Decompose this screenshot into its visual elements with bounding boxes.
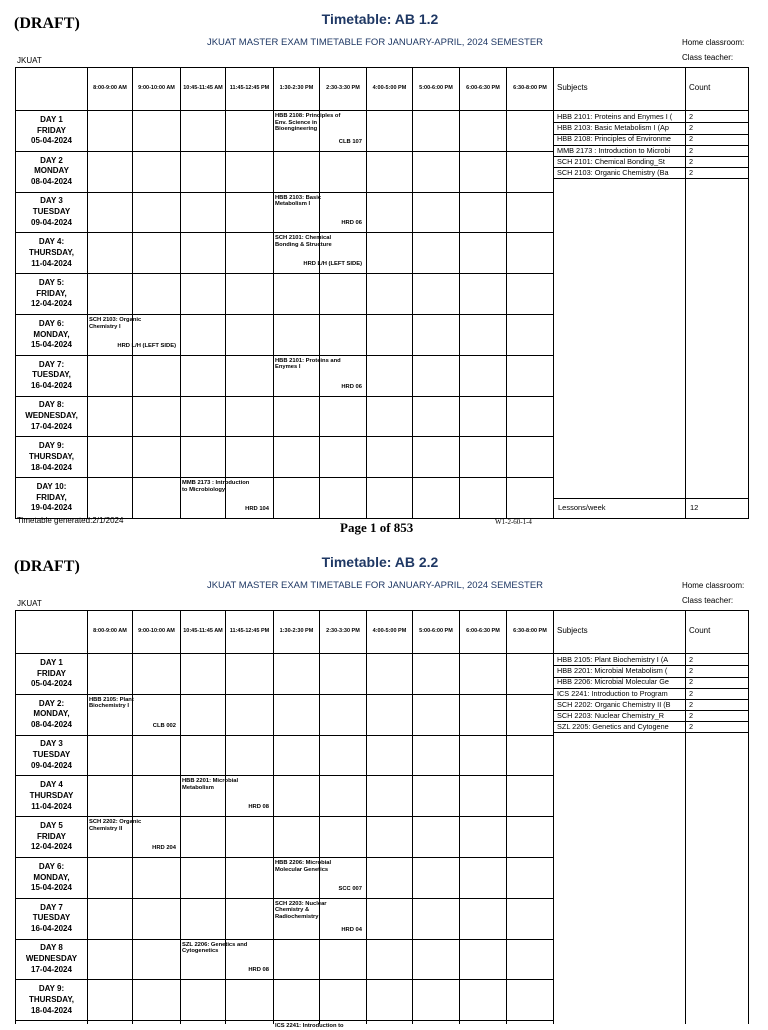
home-classroom-label: Home classroom: bbox=[682, 38, 745, 47]
day-label: DAY 4: THURSDAY, 11-04-2024 bbox=[28, 237, 75, 268]
draft-label: (DRAFT) bbox=[14, 558, 80, 575]
exam-room: SCC 007 bbox=[338, 885, 362, 892]
time-slot-header: 9:00-10:00 AM bbox=[138, 85, 175, 92]
grid-vline bbox=[553, 610, 554, 1024]
day-label: DAY 5 FRIDAY 12-04-2024 bbox=[31, 820, 72, 852]
time-slot-header: 4:00-5:00 PM bbox=[372, 85, 407, 92]
day-label: DAY 6: MONDAY, 15-04-2024 bbox=[31, 318, 72, 350]
class-teacher-label: Class teacher: bbox=[682, 53, 734, 62]
exam-room: HRD 104 bbox=[245, 506, 269, 512]
time-slot-header: 10:45-11:45 AM bbox=[183, 85, 223, 92]
day-label: DAY 2: MONDAY, 08-04-2024 bbox=[31, 698, 72, 730]
subject-name: HBB 2105: Plant Biochemistry I (A bbox=[557, 655, 669, 664]
subject-name: SCH 2101: Chemical Bonding_St bbox=[557, 156, 665, 166]
count-header: Count bbox=[689, 83, 711, 93]
exam-room: HRD 08 bbox=[248, 967, 269, 974]
time-slot-header: 1:30-2:30 PM bbox=[279, 85, 314, 92]
time-slot-header: 2:30-3:30 PM bbox=[326, 85, 360, 92]
subject-name: SZL 2205: Genetics and Cytogene bbox=[557, 722, 669, 732]
lessons-per-week-label: Lessons/week bbox=[558, 503, 606, 512]
subject-count: 2 bbox=[689, 145, 694, 155]
grid-vline bbox=[132, 610, 133, 1024]
grid-vline bbox=[225, 67, 226, 518]
grid-hline bbox=[15, 518, 749, 519]
day-label: DAY 6: MONDAY, 15-04-2024 bbox=[31, 861, 72, 893]
grid-vline bbox=[87, 610, 88, 1024]
grid-vline bbox=[366, 67, 367, 518]
exam-title: SCH 2202: Organic Chemistry II bbox=[89, 819, 142, 832]
exam-room: HRD L/H (LEFT SIDE) bbox=[303, 261, 362, 268]
exam-room: HRD L/H (LEFT SIDE) bbox=[117, 342, 176, 349]
grid-vline bbox=[459, 610, 460, 1024]
time-slot-header: 8:00-9:00 AM bbox=[93, 628, 127, 635]
grid-vline bbox=[132, 67, 133, 518]
time-slot-header: 6:00-6:30 PM bbox=[466, 85, 500, 92]
time-slot-header: 1:30-2:30 PM bbox=[279, 628, 314, 635]
grid-hline bbox=[15, 816, 554, 817]
grid-vline bbox=[412, 610, 413, 1024]
org-label: JKUAT bbox=[17, 599, 42, 608]
subject-name: HBB 2101: Proteins and Enymes I ( bbox=[557, 112, 673, 121]
grid-hline bbox=[15, 273, 554, 274]
grid-vline bbox=[685, 610, 686, 1024]
grid-vline bbox=[748, 610, 749, 1024]
day-label: DAY 9: THURSDAY, 18-04-2024 bbox=[28, 984, 75, 1015]
exam-title: SZL 2206: Genetics and Cytogenetics bbox=[182, 941, 248, 955]
subject-count: 2 bbox=[689, 722, 694, 732]
subject-divider bbox=[553, 178, 749, 179]
subject-count: 2 bbox=[689, 168, 694, 177]
draft-label: (DRAFT) bbox=[14, 15, 80, 32]
exam-title: SCH 2203: Nuclear Chemistry & Radiochemistry bbox=[275, 900, 327, 921]
exam-title: HBB 2206: Microbial Molecular Genetics bbox=[275, 860, 332, 873]
day-label: DAY 7 TUESDAY 16-04-2024 bbox=[31, 902, 72, 934]
count-header: Count bbox=[689, 626, 711, 636]
subject-name: SCH 2103: Organic Chemistry (Ba bbox=[557, 168, 669, 177]
grid-hline bbox=[15, 979, 554, 980]
exam-title: HBB 2201: Microbial Metabolism bbox=[182, 778, 239, 792]
subject-count: 2 bbox=[689, 699, 694, 709]
grid-hline bbox=[15, 151, 554, 152]
subject-count: 2 bbox=[689, 655, 694, 664]
grid-vline bbox=[366, 610, 367, 1024]
grid-vline bbox=[319, 610, 320, 1024]
day-label: DAY 1 FRIDAY 05-04-2024 bbox=[31, 114, 72, 146]
time-slot-header: 5:00-6:00 PM bbox=[419, 85, 453, 92]
time-slot-header: 4:00-5:00 PM bbox=[372, 628, 407, 635]
day-label: DAY 8: WEDNESDAY, 17-04-2024 bbox=[25, 400, 78, 431]
grid-hline bbox=[15, 735, 554, 736]
grid-hline bbox=[15, 232, 554, 233]
grid-vline bbox=[87, 67, 88, 518]
exam-room: CLB 002 bbox=[152, 722, 176, 729]
grid-vline bbox=[506, 610, 507, 1024]
org-label: JKUAT bbox=[17, 56, 42, 65]
subject-count: 2 bbox=[689, 156, 694, 166]
subject-count: 2 bbox=[689, 711, 694, 720]
time-slot-header: 6:30-8:00 PM bbox=[513, 85, 547, 92]
time-slot-header: 10:45-11:45 AM bbox=[183, 628, 223, 635]
grid-hline bbox=[15, 436, 554, 437]
subject-divider bbox=[553, 732, 749, 733]
subject-count: 2 bbox=[689, 123, 694, 133]
time-slot-header: 8:00-9:00 AM bbox=[93, 85, 127, 92]
grid-vline bbox=[506, 67, 507, 518]
grid-vline bbox=[273, 67, 274, 518]
exam-room: CLB 107 bbox=[338, 138, 362, 145]
subject-name: ICS 2241: Introduction to Program bbox=[557, 688, 668, 698]
generated-label: Timetable generated:2/1/2024 bbox=[17, 516, 124, 525]
grid-hline bbox=[15, 477, 554, 478]
time-slot-header: 9:00-10:00 AM bbox=[138, 628, 175, 635]
subject-name: HBB 2201: Microbial Metabolism ( bbox=[557, 666, 668, 676]
exam-title: HBB 2103: Basic Metabolism I bbox=[275, 194, 322, 208]
subject-name: SCH 2203: Nuclear Chemistry_R bbox=[557, 711, 665, 720]
grid-hline bbox=[15, 694, 554, 695]
exam-title: SCH 2101: Chemical Bonding & Structure bbox=[275, 235, 332, 249]
exam-title: ICS 2241: Introduction to bbox=[275, 1023, 344, 1030]
grid-hline bbox=[15, 653, 749, 654]
grid-vline bbox=[412, 67, 413, 518]
day-label: DAY 4 THURSDAY 11-04-2024 bbox=[29, 780, 74, 811]
subject-name: HBB 2206: Microbial Molecular Ge bbox=[557, 677, 669, 687]
time-slot-header: 6:30-8:00 PM bbox=[513, 628, 547, 635]
home-classroom-label: Home classroom: bbox=[682, 581, 745, 590]
grid-hline bbox=[15, 355, 554, 356]
grid-hline bbox=[15, 314, 554, 315]
subjects-header: Subjects bbox=[557, 83, 588, 93]
exam-room: HRD 08 bbox=[248, 804, 269, 811]
exam-title: HBB 2105: Plant Biochemistry I bbox=[89, 696, 134, 710]
master-heading: JKUAT MASTER EXAM TIMETABLE FOR JANUARY-APRIL, 2024 SEMESTER bbox=[206, 580, 544, 591]
grid-vline bbox=[225, 610, 226, 1024]
time-slot-header: 5:00-6:00 PM bbox=[419, 628, 453, 635]
day-label: DAY 3 TUESDAY 09-04-2024 bbox=[31, 739, 72, 770]
subject-count: 2 bbox=[689, 666, 694, 676]
time-slot-header: 11:45-12:45 PM bbox=[229, 85, 270, 92]
page-number: Page 1 of 853 bbox=[340, 520, 414, 535]
exam-title: MMB 2173 : Introduction to Microbiology bbox=[182, 480, 250, 493]
grid-hline bbox=[15, 939, 554, 940]
timetable-title: Timetable: AB 1.2 bbox=[321, 11, 439, 27]
grid-hline bbox=[15, 1020, 554, 1021]
day-label: DAY 10: FRIDAY, 19-04-2024 bbox=[31, 481, 72, 513]
time-slot-header: 11:45-12:45 PM bbox=[229, 628, 270, 635]
day-label: DAY 5: FRIDAY, 12-04-2024 bbox=[31, 277, 72, 309]
day-label: DAY 9: THURSDAY, 18-04-2024 bbox=[28, 441, 75, 472]
master-heading: JKUAT MASTER EXAM TIMETABLE FOR JANUARY-APRIL, 2024 SEMESTER bbox=[206, 37, 544, 48]
day-label: DAY 3 TUESDAY 09-04-2024 bbox=[31, 196, 72, 227]
grid-vline bbox=[180, 67, 181, 518]
subject-name: HBB 2108: Principles of Environme bbox=[557, 134, 671, 144]
lessons-divider bbox=[553, 498, 749, 499]
time-slot-header: 6:00-6:30 PM bbox=[466, 628, 500, 635]
subject-name: SCH 2202: Organic Chemistry II (B bbox=[557, 699, 671, 709]
grid-vline bbox=[180, 610, 181, 1024]
grid-hline bbox=[15, 110, 749, 111]
exam-room: HRD 06 bbox=[341, 220, 362, 227]
grid-hline bbox=[15, 857, 554, 858]
exam-title: HBB 2101: Proteins and Enymes I bbox=[275, 357, 341, 371]
page-code: W1-2-60-1-4 bbox=[495, 518, 532, 526]
exam-title: HBB 2108: Principles of Env. Science in Bioengineering bbox=[275, 113, 341, 133]
subject-count: 2 bbox=[689, 688, 694, 698]
grid-hline bbox=[15, 775, 554, 776]
lessons-per-week-value: 12 bbox=[690, 503, 699, 512]
exam-room: HRD 204 bbox=[152, 845, 176, 851]
class-teacher-label: Class teacher: bbox=[682, 596, 734, 605]
time-slot-header: 2:30-3:30 PM bbox=[326, 628, 360, 635]
day-label: DAY 7: TUESDAY, 16-04-2024 bbox=[31, 359, 72, 391]
grid-vline bbox=[459, 67, 460, 518]
grid-vline bbox=[273, 610, 274, 1024]
day-label: DAY 1 FRIDAY 05-04-2024 bbox=[31, 657, 72, 689]
day-label: DAY 8 WEDNESDAY 17-04-2024 bbox=[25, 943, 78, 974]
exam-title: SCH 2103: Organic Chemistry I bbox=[89, 317, 142, 330]
grid-hline bbox=[15, 192, 554, 193]
grid-vline bbox=[319, 67, 320, 518]
subject-count: 2 bbox=[689, 134, 694, 144]
grid-hline bbox=[15, 396, 554, 397]
subject-count: 2 bbox=[689, 677, 694, 687]
day-label: DAY 2 MONDAY 08-04-2024 bbox=[31, 155, 72, 187]
subject-name: HBB 2103: Basic Metabolism I (Ap bbox=[557, 123, 669, 133]
timetable-title: Timetable: AB 2.2 bbox=[321, 554, 439, 570]
grid-hline bbox=[15, 898, 554, 899]
subject-name: MMB 2173 : Introduction to Microbi bbox=[557, 145, 671, 155]
subjects-header: Subjects bbox=[557, 626, 588, 636]
subject-count: 2 bbox=[689, 112, 694, 121]
exam-room: HRD 04 bbox=[341, 926, 362, 933]
exam-room: HRD 06 bbox=[341, 383, 362, 390]
